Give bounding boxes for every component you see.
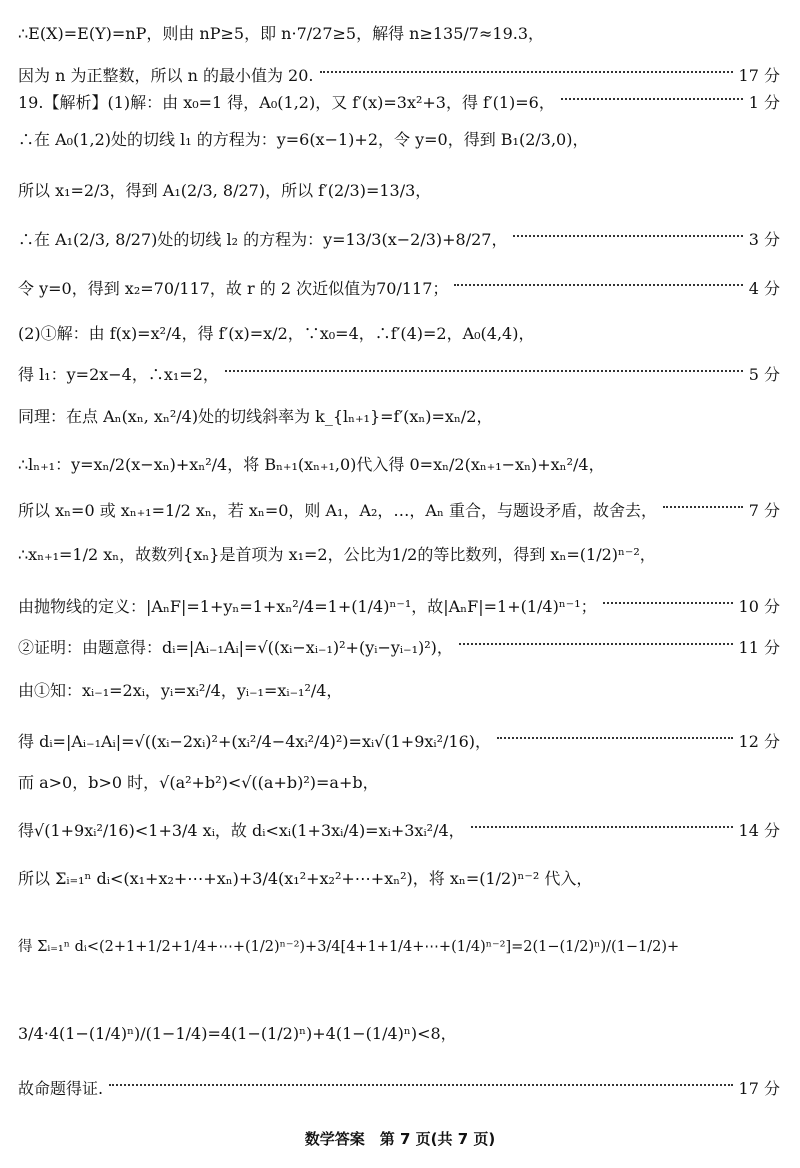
dot-leader xyxy=(459,643,733,645)
dot-leader xyxy=(471,826,733,828)
line-text: 因为 n 为正整数，所以 n 的最小值为 20. xyxy=(18,66,314,85)
solution-line xyxy=(18,1081,780,1097)
dot-leader xyxy=(497,737,733,739)
line-text: 由①知：xᵢ₋₁=2xᵢ，yᵢ=xᵢ²/4，yᵢ₋₁=xᵢ₋₁²/4， xyxy=(18,681,343,700)
solution-line xyxy=(18,640,780,656)
score-label: 12 分 xyxy=(738,732,780,751)
score-label: 1 分 xyxy=(748,93,780,112)
solution-line xyxy=(18,1026,780,1042)
solution-line xyxy=(18,281,780,297)
score-label: 14 分 xyxy=(738,821,780,840)
line-text: ∴xₙ₊₁=1/2 xₙ，故数列{xₙ}是首项为 x₁=2，公比为1/2的等比数列，得到 xₙ=(1/2)ⁿ⁻²， xyxy=(18,545,656,564)
score-label: 3 分 xyxy=(748,230,780,249)
line-text: 得 l₁：y=2x−4，∴x₁=2， xyxy=(18,365,219,384)
dot-leader xyxy=(320,71,733,73)
line-text: ∴E(X)=E(Y)=nP，则由 nP≥5，即 n·7/27≥5，解得 n≥135/7≈19.3， xyxy=(18,24,545,43)
line-text: (2)①解：由 f(x)=x²/4，得 f′(x)=x/2，∵x₀=4，∴f′(4)=2，A₀(4,4)， xyxy=(18,324,535,343)
solution-line xyxy=(18,26,780,42)
solution-line xyxy=(18,326,780,342)
solution-line xyxy=(18,503,780,519)
dot-leader xyxy=(109,1084,732,1086)
solution-line xyxy=(18,457,780,473)
solution-line xyxy=(18,547,780,563)
score-label: 17 分 xyxy=(738,66,780,85)
solution-line xyxy=(18,367,780,383)
solution-line xyxy=(18,68,780,84)
solution-line xyxy=(18,599,780,615)
line-text: 得√(1+9xᵢ²/16)<1+3/4 xᵢ，故 dᵢ<xᵢ(1+3xᵢ/4)=xᵢ+3xᵢ²/4， xyxy=(18,821,465,840)
solution-line xyxy=(18,132,780,148)
line-text: 所以 xₙ=0 或 xₙ₊₁=1/2 xₙ，若 xₙ=0，则 A₁，A₂，…，Aₙ 重合，与题设矛盾，故舍去， xyxy=(18,501,657,520)
score-label: 10 分 xyxy=(738,597,780,616)
solution-line xyxy=(18,823,780,839)
line-text: 3/4·4(1−(1/4)ⁿ)/(1−1/4)=4(1−(1/2)ⁿ)+4(1−(1/4)ⁿ)<8， xyxy=(18,1024,457,1043)
line-text: ∴在 A₀(1,2)处的切线 l₁ 的方程为：y=6(x−1)+2，令 y=0，得到 B₁(2/3,0)， xyxy=(18,130,589,149)
score-label: 11 分 xyxy=(738,638,780,657)
score-label: 5 分 xyxy=(748,365,780,384)
solution-line xyxy=(18,734,780,750)
dot-leader xyxy=(663,506,743,508)
solution-line xyxy=(18,183,780,199)
line-text: 由抛物线的定义：|AₙF|=1+yₙ=1+xₙ²/4=1+(1/4)ⁿ⁻¹，故|AₙF|=1+(1/4)ⁿ⁻¹； xyxy=(18,597,597,616)
solution-line xyxy=(18,940,780,955)
solution-line xyxy=(18,775,780,791)
solution-line xyxy=(18,95,780,111)
solution-line xyxy=(18,871,780,887)
dot-leader xyxy=(603,602,733,604)
line-text: ∴在 A₁(2/3, 8/27)处的切线 l₂ 的方程为：y=13/3(x−2/3)+8/27， xyxy=(18,230,508,249)
dot-leader xyxy=(454,284,742,286)
dot-leader xyxy=(561,98,743,100)
line-text: 同理：在点 Aₙ(xₙ, xₙ²/4)处的切线斜率为 k_{lₙ₊₁}=f′(xₙ)=xₙ/2， xyxy=(18,407,493,426)
score-label: 17 分 xyxy=(738,1079,780,1098)
line-text: 而 a>0，b>0 时，√(a²+b²)<√((a+b)²)=a+b， xyxy=(18,773,379,792)
line-text: ②证明：由题意得：dᵢ=|Aᵢ₋₁Aᵢ|=√((xᵢ−xᵢ₋₁)²+(yᵢ−yᵢ₋₁)²)， xyxy=(18,638,453,657)
solution-line xyxy=(18,409,780,425)
page-footer: 数学答案 第 7 页(共 7 页) xyxy=(304,1130,496,1148)
line-text: 得 dᵢ=|Aᵢ₋₁Aᵢ|=√((xᵢ−2xᵢ)²+(xᵢ²/4−4xᵢ²/4)²)=xᵢ√(1+9xᵢ²/16)， xyxy=(18,732,492,751)
line-text: 故命题得证. xyxy=(18,1079,104,1098)
line-text: 得 Σᵢ₌₁ⁿ dᵢ<(2+1+1/2+1/4+⋯+(1/2)ⁿ⁻²)+3/4[4+1+1/4+⋯+(1/4)ⁿ⁻²]=2(1−(1/2)ⁿ)/(1−1/2)+ xyxy=(18,939,680,955)
solution-line xyxy=(18,683,780,699)
line-text: 19.【解析】(1)解：由 x₀=1 得，A₀(1,2)，又 f′(x)=3x²+3，得 f′(1)=6， xyxy=(18,93,555,112)
line-text: 所以 x₁=2/3，得到 A₁(2/3, 8/27)，所以 f′(2/3)=13/3， xyxy=(18,181,432,200)
line-text: 所以 Σᵢ₌₁ⁿ dᵢ<(x₁+x₂+⋯+xₙ)+3/4(x₁²+x₂²+⋯+xₙ²)，将 xₙ=(1/2)ⁿ⁻² 代入， xyxy=(18,869,593,888)
dot-leader xyxy=(513,235,742,237)
score-label: 7 分 xyxy=(748,501,780,520)
score-label: 4 分 xyxy=(748,279,780,298)
line-text: 令 y=0，得到 x₂=70/117，故 r 的 2 次近似值为70/117； xyxy=(18,279,449,298)
dot-leader xyxy=(225,370,743,372)
solution-line xyxy=(18,232,780,248)
line-text: ∴lₙ₊₁：y=xₙ/2(x−xₙ)+xₙ²/4，将 Bₙ₊₁(xₙ₊₁,0)代入得 0=xₙ/2(xₙ₊₁−xₙ)+xₙ²/4， xyxy=(18,455,605,474)
